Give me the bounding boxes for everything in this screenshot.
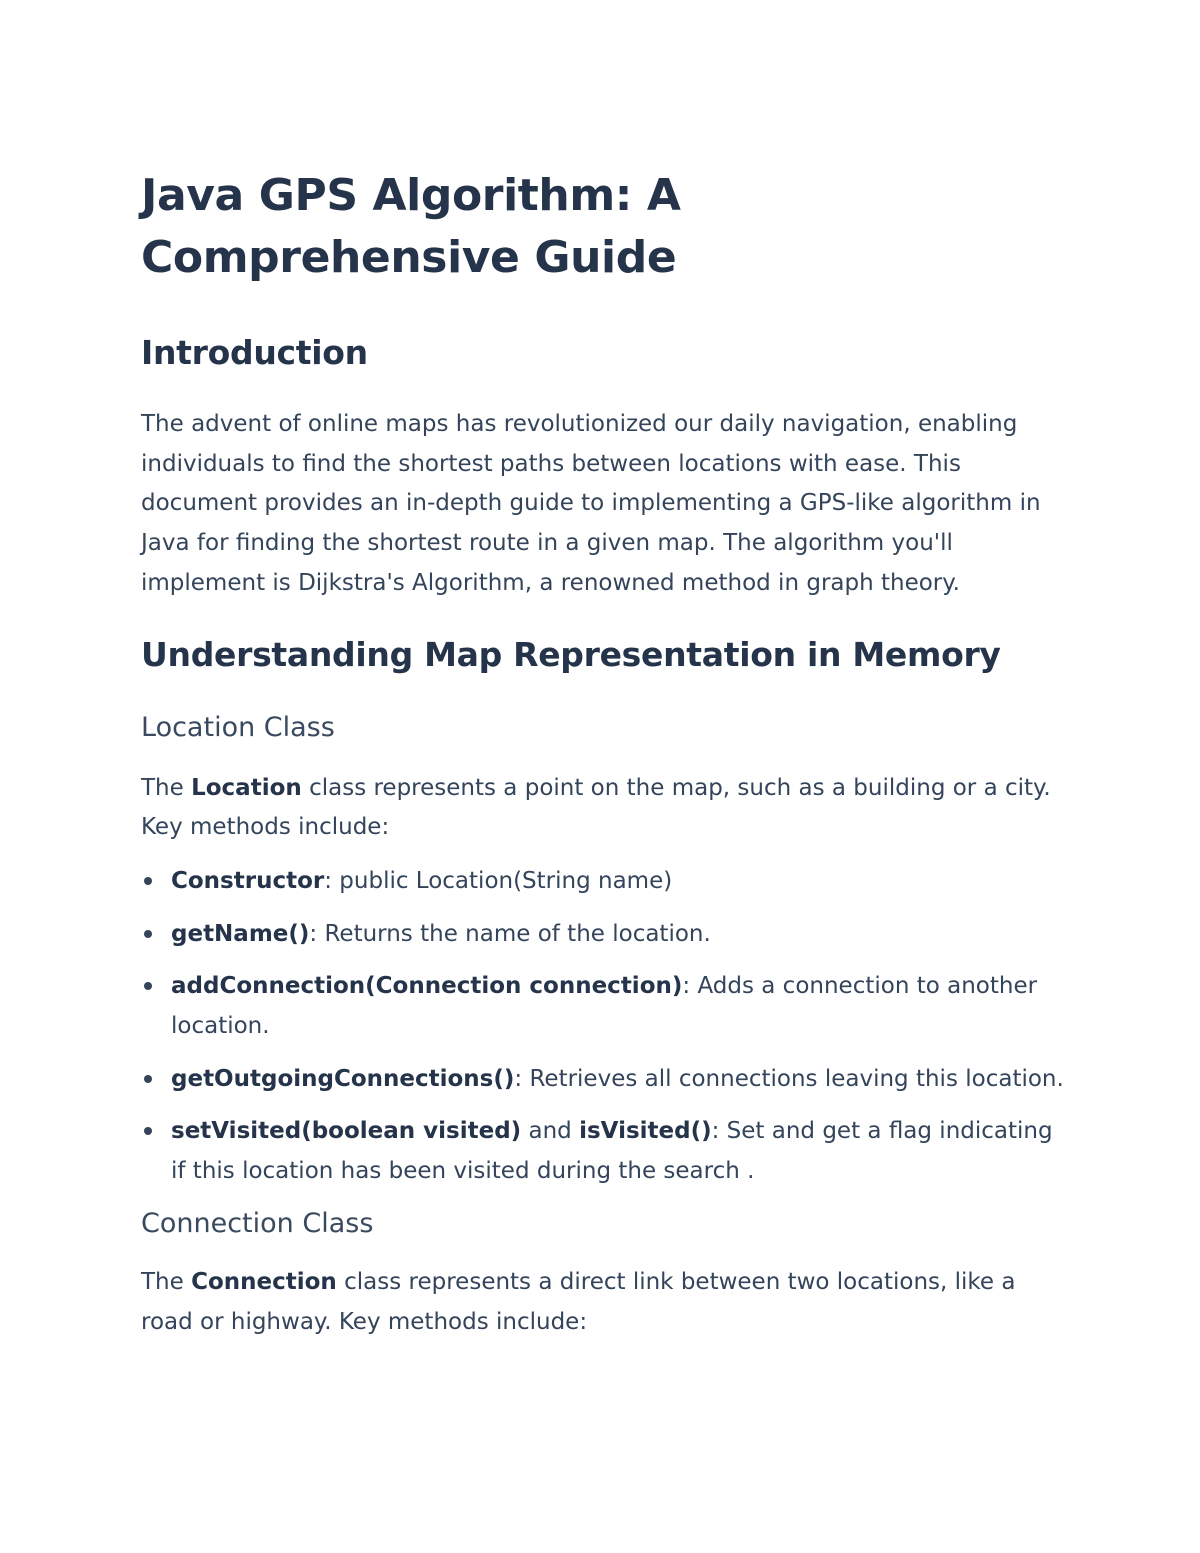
introduction-paragraph: The advent of online maps has revolutionized our daily navigation, enabling individuals to find the shortest paths between locations with ease. This document provides an in-depth guide to implementing a GPS-like algorithm in Java for finding the shortest route in a given map. The algorithm you'll implement is Dijkstra's Algorithm, a renowned method in graph theory. [141,411,1041,596]
method-name: Constructor [171,867,325,894]
method-description: Set and get a flag indicating if this location has been visited during the search . [171,1118,1053,1185]
connection-intro-pre: The [141,1268,192,1295]
document-title: Java GPS Algorithm: A Comprehensive Guide [141,170,681,283]
method-separator: : [309,920,325,947]
method-name: getOutgoingConnections() [171,1065,515,1092]
introduction-heading: Introduction [141,333,368,372]
method-name: getName() [171,920,310,947]
list-item [141,1060,1066,1100]
method-name: setVisited(boolean visited) [171,1118,522,1145]
connection-class-heading: Connection Class [141,1207,374,1239]
bullet-icon [144,930,152,938]
method-connector: and [521,1118,580,1145]
method-separator: : [324,867,340,894]
location-class-paragraph [141,769,1066,848]
method-description: Retrieves all connections leaving this location. [529,1065,1064,1092]
bullet-icon [144,982,152,990]
method-description: Returns the name of the location. [324,920,711,947]
location-class-name: Location [191,774,302,801]
bullet-icon [144,877,152,885]
document-page [141,165,1066,1342]
method-name: addConnection(Connection connection) [171,973,683,1000]
list-item [141,862,1066,902]
map-representation-heading: Understanding Map Representation in Memory [141,634,1001,674]
method-separator: : [514,1065,530,1092]
location-intro-pre: The [141,774,192,801]
connection-class-paragraph [141,1263,1066,1342]
list-item [141,1112,1066,1191]
bullet-icon [144,1127,152,1135]
connection-class-name: Connection [191,1268,337,1295]
method-name-secondary: isVisited() [579,1118,712,1145]
method-description: Adds a connection to another location. [171,973,1038,1040]
location-intro-post: class represents a point on the map, such as a building or a city. Key methods include: [141,774,1051,841]
list-item [141,915,1066,955]
list-item [141,967,1066,1046]
location-class-heading: Location Class [141,711,335,743]
bullet-icon [144,1075,152,1083]
method-description: public Location(String name) [339,867,673,894]
connection-intro-post: class represents a direct link between two locations, like a road or highway. Key methods include: [141,1268,1016,1335]
method-separator: : [682,973,698,1000]
method-separator: : [711,1118,727,1145]
location-methods-list [141,862,1066,1192]
